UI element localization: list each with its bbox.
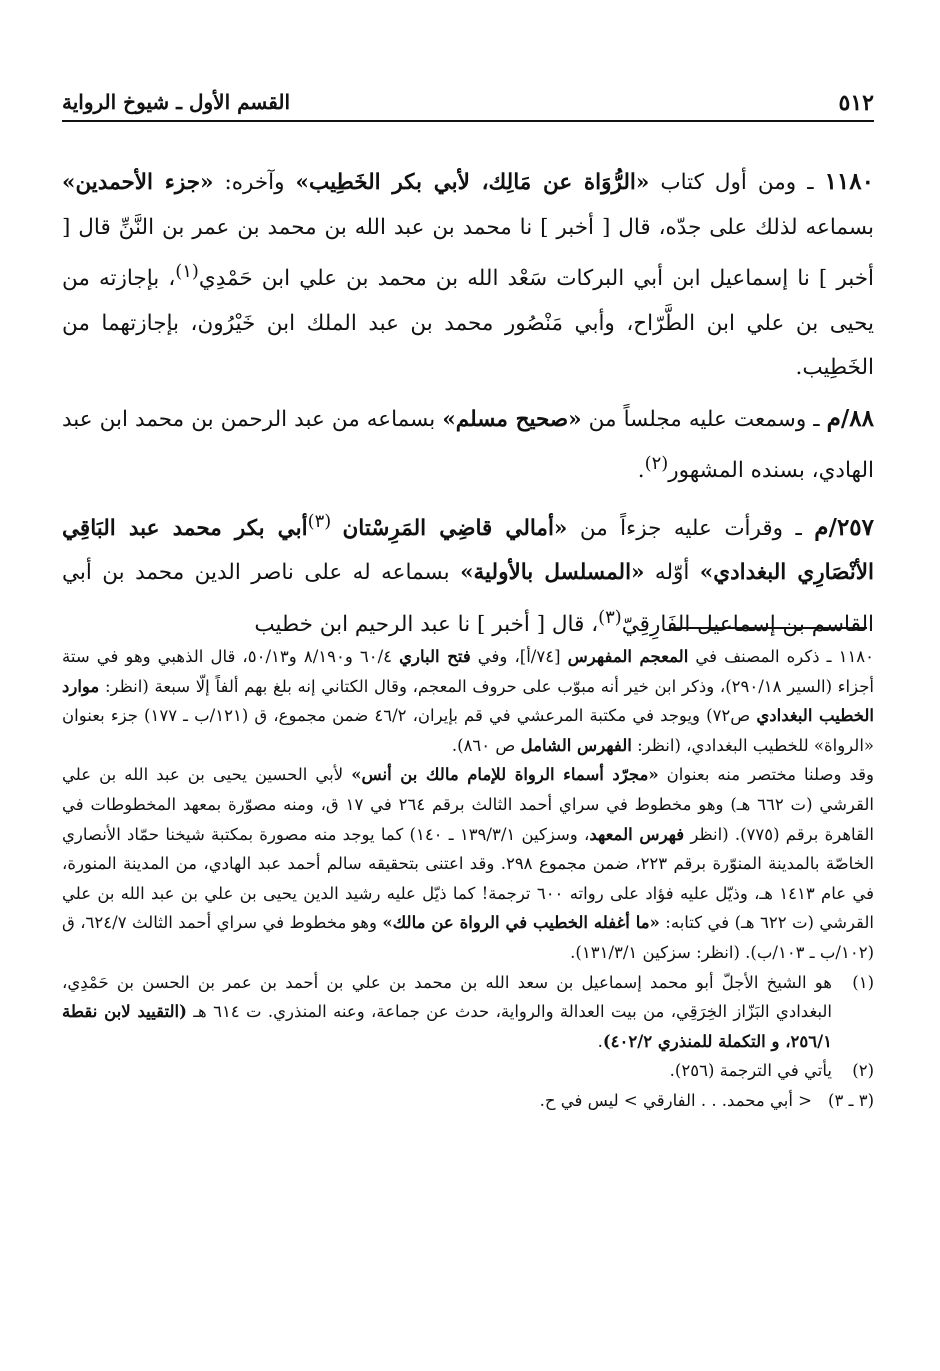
page-number: ٥١٢ xyxy=(838,90,874,116)
footnote-1: (١) هو الشيخ الأجلّ أبو محمد إسماعيل بن سعد الله بن محمد بن علي بن أحمد بن عمر بن الحسن بن حَمْدِي، البغدادي البَزّاز الخِرَقِي، من بيت العدالة والرواية، حدث عن جماعة، وعنه المنذري. ت ٦١٤ هـ (التقييد لابن نقطة ٢٥٦/١، و التكملة للمنذري ٤٠٢/٢). xyxy=(62,968,874,1057)
footnote-marker: (١) xyxy=(852,972,874,992)
footnote-3 xyxy=(62,1086,874,1116)
footnote-marker: (٣ ـ ٣) xyxy=(828,1090,874,1110)
footnote-2 xyxy=(62,1056,874,1086)
entry-1180: ١١٨٠ ـ ومن أول كتاب «الرُّوَاة عن مَالِك، لأبي بكر الخَطِيب» وآخره: «جزء الأحمدين» بسماعه لذلك على جدّه، قال [ أخبر ] نا محمد بن عبد الله بن محمد بن عمر بن النَّنِّ قال [ أخبر ] نا إسماعيل ابن أبي البركات سَعْد الله بن محمد بن علي ابن حَمْدِي$^{(١)}$، بإجازته من يحيى بن علي ابن الطَّرّاح، وأبي مَنْصُور محمد بن عبد الملك ابن خَيْرُون، بإجازتهما من الخَطِيب. xyxy=(62,168,874,381)
footnote-1180: ١١٨٠ ـ ذكره المصنف في المعجم المفهرس [٧٤/أ]، وفي فتح الباري ٦٠/٤ و٨/١٩٠ و٥٠/١٣، قال الذهبي وهو في ستة أجزاء (السير ٢٩٠/١٨)، وذكر ابن خير أنه مبوّب على حروف المعجم، وقال الكتاني إنه بلغ بهم ألفاً إلّا سبعة (انظر: موارد الخطيب البغدادي ص٧٢) ويوجد في مكتبة المرعشي في قم بإيران، ٤٦/٢ ضمن مجموع، ق (١٢١/ب ـ ١٧٧) جزء بعنوان «الرواة» للخطيب البغدادي، (انظر: الفهرس الشامل ص ٨٦٠). xyxy=(62,647,875,755)
footnote-text: يأتي في الترجمة (٢٥٦). xyxy=(669,1061,832,1081)
entry-number: ٨٨/م xyxy=(826,404,874,432)
page-header xyxy=(62,80,874,122)
footnote-ref: (٣) xyxy=(307,510,343,532)
book-title: «جزء الأحمدين» xyxy=(62,170,214,195)
footnote-marker: (٢) xyxy=(852,1061,874,1081)
footnote-ref: (٢) xyxy=(644,453,669,475)
footnote-ref: (١) xyxy=(175,261,199,282)
entry-88m: ٨٨/م ـ وسمعت عليه مجلساً من «صحيح مسلم» بسماعه من عبد الرحمن بن محمد ابن عبد الهادي، بسنده المشهور$^{(٢)}$. xyxy=(62,404,874,484)
footnote-ref: (٣) xyxy=(598,606,622,628)
book-title: «أمالي قاضِي المَرِسْتان xyxy=(342,515,568,541)
footnote-1180-continued: وقد وصلنا مختصر منه بعنوان «مجرّد أسماء الرواة للإمام مالك بن أنس» لأبي الحسين يحيى بن عبد الله بن علي القرشي (ت ٦٦٢ هـ) وهو مخطوط في سراي أحمد الثالث برقم ٢٦٤ في ١٧ ق، ومنه مصوّرة بمعهد المخطوطات في القاهرة برقم (٧٧٥). (انظر فهرس المعهد، وسزكين ١٣٩/٣/١ ـ ١٤٠) كما يوجد منه مصورة بمكتبة شيخنا حمّاد الأنصاري الخاصّة بالمدينة المنوّرة برقم ٢٢٣، ضمن مجموع ٢٩٨. وقد اعتنى بتحقيقه سالم أحمد عبد الهادي، من المدينة المنورة، في عام ١٤١٣ هـ، وذيّل عليه فؤاد على رواته ٦٠٠ ترجمة! كما ذيّل عليه رشيد الدين يحيى بن علي بن عبد الله بن علي القرشي (ت ٦٢٢ هـ) في كتابه: «ما أغفله الخطيب في الرواة عن مالك» وهو مخطوط في سراي أحمد الثالث ٦٢٤/٧، ق (١٠٢/ب ـ ١٠٣/ب). (انظر: سزكين ١٣١/٣/١). xyxy=(62,765,875,962)
entry-number: ١١٨٠ xyxy=(824,168,874,195)
book-title: «الرُّوَاة عن مَالِك، لأبي بكر الخَطِيب» xyxy=(295,170,650,195)
footnote-text: < أبي محمد. . . الفارقي > ليس في ح. xyxy=(539,1090,812,1110)
footnotes xyxy=(62,642,874,1116)
footnote-separator xyxy=(669,627,867,629)
running-title: القسم الأول ـ شيوخ الرواية xyxy=(62,90,291,114)
entry-257m: ٢٥٧/م ـ وقرأت عليه جزءاً من «أمالي قاضِي المَرِسْتان $^{(٣)}$أبي بكر محمد عبد البَاقِي الأنْصَارِي البغدادي» أوّله «المسلسل بالأولية» بسماعه له على ناصر الدين محمد بن أبي القاسم بن إسماعيل الفَارِقِيّ$^{(٣)}$، قال [ أخبر ] نا عبد الرحيم ابن خطيب xyxy=(62,510,874,638)
entry-number: ٢٥٧/م xyxy=(814,513,874,541)
book-title: «المسلسل بالأولية» xyxy=(460,560,645,586)
book-title: أبي بكر محمد عبد البَاقِي الأنْصَارِي البغدادي» xyxy=(62,515,874,586)
book-title: «صحيح مسلم» xyxy=(442,406,582,432)
main-text xyxy=(62,160,874,654)
